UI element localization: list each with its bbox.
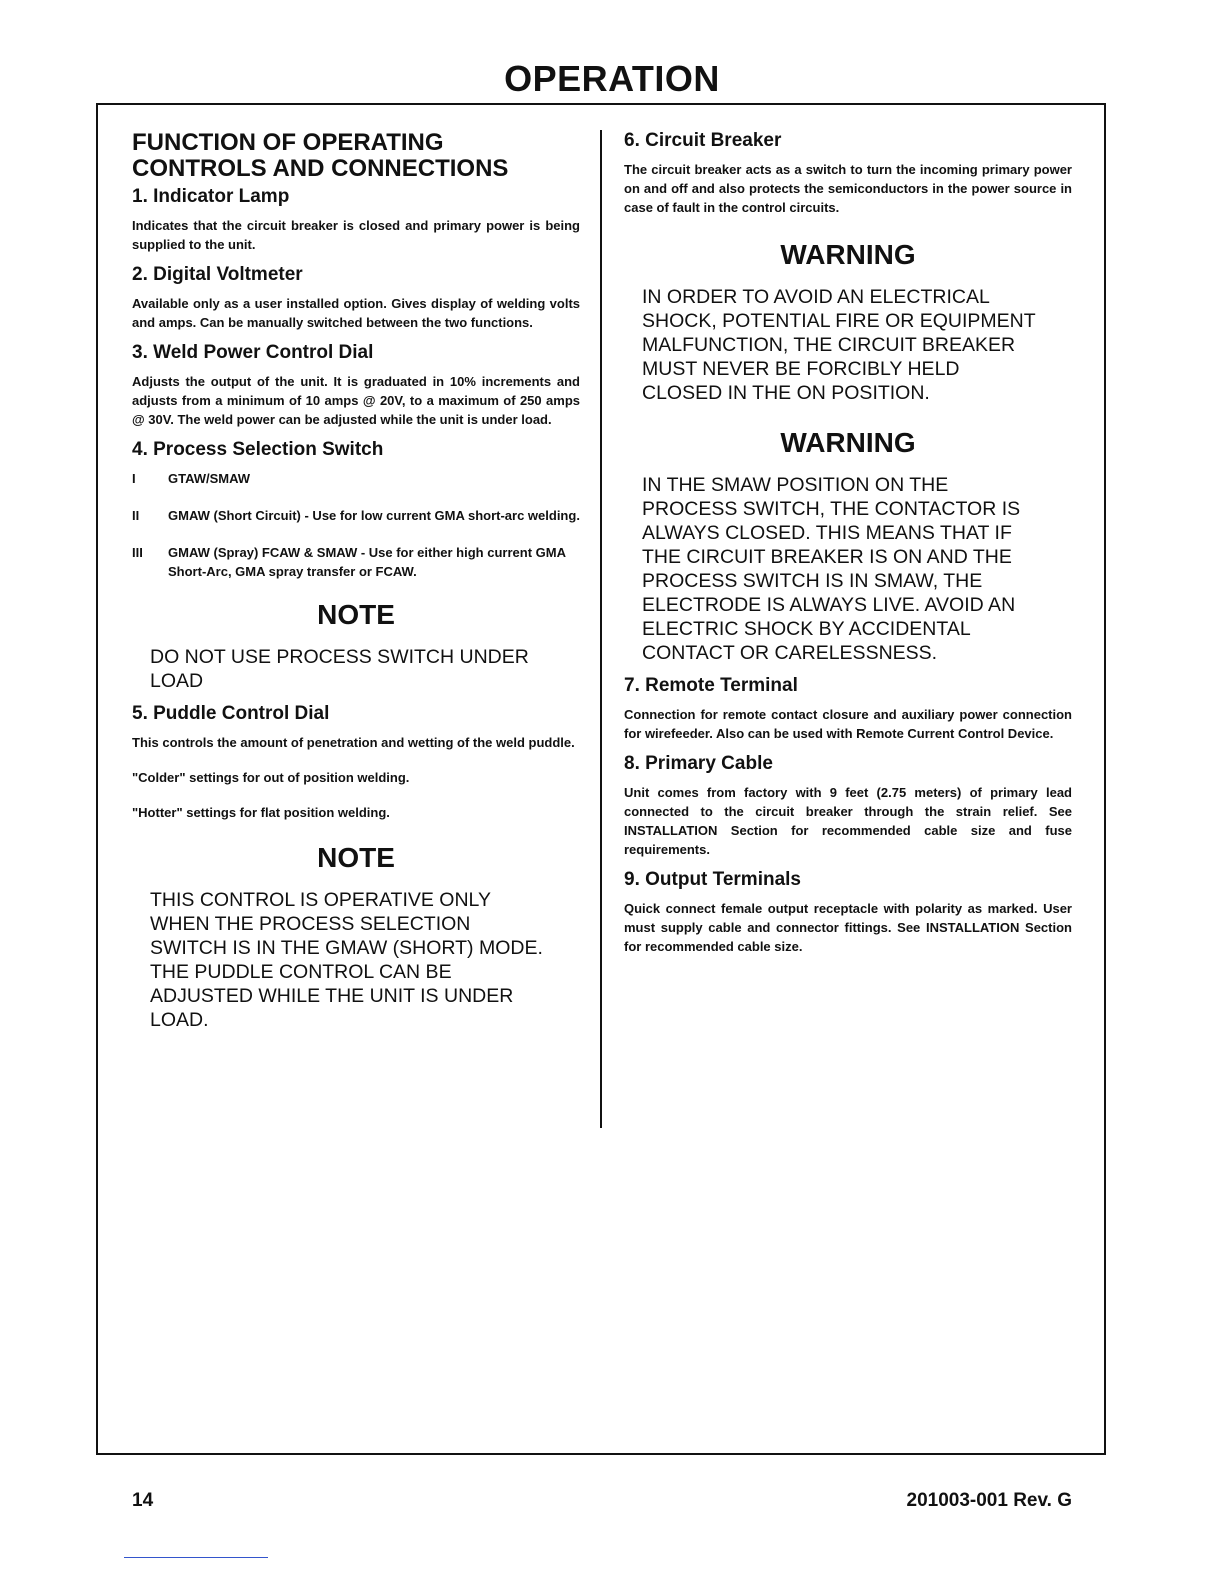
primary-cable-title: 8. Primary Cable bbox=[624, 753, 773, 774]
list-item-number: II bbox=[132, 508, 140, 523]
section-heading: FUNCTION OF OPERATING CONTROLS AND CONNECTIONS bbox=[132, 129, 509, 182]
primary-cable-body: Unit comes from factory with 9 feet (2.75 meters) of primary lead connected to the circuit breaker through the strain relief. See INSTALLATION Section for recommended cable size and fuse requirements. bbox=[624, 785, 1072, 857]
list-item bbox=[132, 543, 580, 581]
page-number: 14 bbox=[132, 1490, 154, 1511]
puddle-dial-title: 5. Puddle Control Dial bbox=[132, 703, 330, 724]
page-title: OPERATION bbox=[504, 58, 720, 99]
indicator-lamp-title: 1. Indicator Lamp bbox=[132, 186, 290, 207]
puddle-dial-hotter: "Hotter" settings for flat position welding. bbox=[132, 805, 390, 820]
warning-text: IN THE SMAW POSITION ON THE PROCESS SWITCH, THE CONTACTOR IS ALWAYS CLOSED. THIS MEANS THAT IF THE CIRCUIT BREAKER IS ON AND THE PROCESS SWITCH IS IN SMAW, THE ELECTRODE IS ALWAYS LIVE. AVOID AN ELECTRIC SHOCK BY ACCIDENTAL CONTACT OR CARELESSNESS. bbox=[642, 474, 1021, 664]
list-item-number: III bbox=[132, 545, 143, 560]
puddle-dial-body: This controls the amount of penetration and wetting of the weld puddle. bbox=[132, 735, 575, 750]
remote-terminal-title: 7. Remote Terminal bbox=[624, 675, 798, 696]
note-title: NOTE bbox=[317, 599, 395, 630]
list-item-text: GTAW/SMAW bbox=[168, 471, 251, 486]
note-title: NOTE bbox=[317, 842, 395, 873]
left-column bbox=[132, 130, 580, 1042]
circuit-breaker-title: 6. Circuit Breaker bbox=[624, 130, 782, 151]
warning-text: IN ORDER TO AVOID AN ELECTRICAL SHOCK, POTENTIAL FIRE OR EQUIPMENT MALFUNCTION, THE CIRCUIT BREAKER MUST NEVER BE FORCIBLY HELD CLOSED IN THE ON POSITION. bbox=[642, 286, 1036, 404]
list-item bbox=[132, 469, 580, 488]
list-item bbox=[132, 506, 580, 525]
column-divider bbox=[600, 130, 602, 1128]
note-text: THIS CONTROL IS OPERATIVE ONLY WHEN THE PROCESS SELECTION SWITCH IS IN THE GMAW (SHORT) MODE. THE PUDDLE CONTROL CAN BE ADJUSTED WHILE THE UNIT IS UNDER LOAD. bbox=[150, 889, 543, 1031]
output-terminals-body: Quick connect female output receptacle with polarity as marked. User must supply cable and connector fittings. See INSTALLATION Section for recommended cable size. bbox=[624, 901, 1072, 954]
warning-title: WARNING bbox=[780, 239, 916, 270]
remote-terminal-body: Connection for remote contact closure and auxiliary power connection for wirefeeder. Also can be used with Remote Current Control Device. bbox=[624, 707, 1072, 741]
digital-voltmeter-body: Available only as a user installed option. Gives display of welding volts and amps. Can be manually switched between the two functions. bbox=[132, 296, 580, 330]
digital-voltmeter-title: 2. Digital Voltmeter bbox=[132, 264, 303, 285]
list-item-text: GMAW (Short Circuit) - Use for low current GMA short-arc welding. bbox=[168, 508, 580, 523]
list-item-number: I bbox=[132, 471, 136, 486]
weld-power-dial-title: 3. Weld Power Control Dial bbox=[132, 342, 374, 363]
list-item-text: GMAW (Spray) FCAW & SMAW - Use for either high current GMA Short-Arc, GMA spray transfer or FCAW. bbox=[168, 545, 566, 579]
document-id: 201003-001 Rev. G bbox=[906, 1490, 1072, 1511]
right-column bbox=[624, 130, 1072, 966]
circuit-breaker-body: The circuit breaker acts as a switch to turn the incoming primary power on and off and also protects the semiconductors in the power source in case of fault in the control circuits. bbox=[624, 162, 1072, 215]
puddle-dial-colder: "Colder" settings for out of position welding. bbox=[132, 770, 410, 785]
bottom-rule bbox=[124, 1557, 268, 1558]
note-text: DO NOT USE PROCESS SWITCH UNDER LOAD bbox=[150, 646, 529, 692]
indicator-lamp-body: Indicates that the circuit breaker is closed and primary power is being supplied to the unit. bbox=[132, 218, 580, 252]
process-switch-title: 4. Process Selection Switch bbox=[132, 439, 384, 460]
process-switch-list bbox=[132, 469, 580, 581]
output-terminals-title: 9. Output Terminals bbox=[624, 869, 802, 890]
warning-title: WARNING bbox=[780, 427, 916, 458]
weld-power-dial-body: Adjusts the output of the unit. It is graduated in 10% increments and adjusts from a minimum of 10 amps @ 20V, to a maximum of 250 amps @ 30V. The weld power can be adjusted while the unit is under load. bbox=[132, 374, 580, 427]
